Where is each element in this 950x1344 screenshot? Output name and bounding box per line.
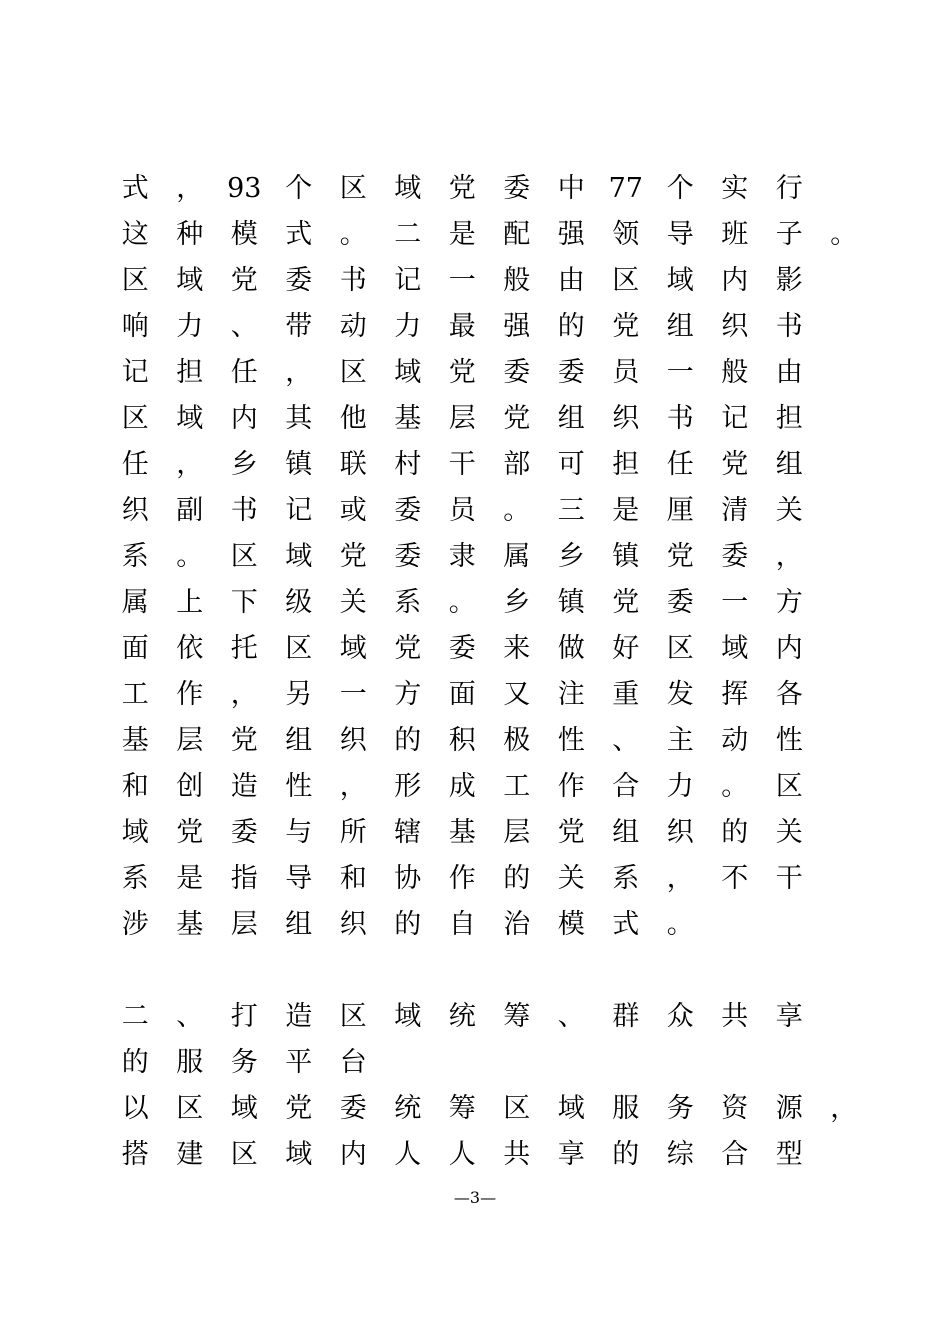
glyph: 一 bbox=[448, 265, 476, 296]
glyph: 党 bbox=[503, 403, 531, 434]
glyph: 厘 bbox=[666, 495, 694, 526]
glyph: 镇 bbox=[557, 587, 585, 618]
glyph: 辖 bbox=[394, 817, 422, 848]
glyph: 影 bbox=[775, 265, 803, 296]
glyph: 清 bbox=[721, 495, 749, 526]
glyph: 党 bbox=[557, 817, 585, 848]
glyph: 式 bbox=[612, 909, 640, 940]
glyph: 区 bbox=[230, 541, 258, 572]
glyph: 隶 bbox=[448, 541, 476, 572]
text-line bbox=[108, 350, 868, 396]
glyph: 或 bbox=[339, 495, 367, 526]
glyph: 、 bbox=[176, 1001, 204, 1032]
glyph: 域 bbox=[666, 265, 694, 296]
glyph: 域 bbox=[176, 403, 204, 434]
glyph: 级 bbox=[285, 587, 313, 618]
glyph: 组 bbox=[285, 725, 313, 756]
glyph: 统 bbox=[394, 1093, 422, 1124]
glyph: 委 bbox=[503, 173, 531, 204]
glyph: 记 bbox=[721, 403, 749, 434]
glyph: ， bbox=[830, 1093, 858, 1124]
glyph: 型 bbox=[775, 1139, 803, 1170]
glyph: 部 bbox=[503, 449, 531, 480]
glyph: 性 bbox=[285, 771, 313, 802]
glyph: 二 bbox=[394, 219, 422, 250]
glyph: 最 bbox=[448, 311, 476, 342]
glyph: 务 bbox=[230, 1047, 258, 1078]
glyph: 建 bbox=[176, 1139, 204, 1170]
section-heading bbox=[108, 994, 868, 1086]
glyph: 作 bbox=[557, 771, 585, 802]
glyph: 区 bbox=[612, 265, 640, 296]
glyph: 域 bbox=[557, 1093, 585, 1124]
glyph: 一 bbox=[721, 587, 749, 618]
glyph: 区 bbox=[666, 633, 694, 664]
glyph: 域 bbox=[394, 1001, 422, 1032]
glyph: 力 bbox=[176, 311, 204, 342]
glyph: 他 bbox=[339, 403, 367, 434]
body-text bbox=[108, 166, 868, 1178]
glyph: 形 bbox=[394, 771, 422, 802]
glyph: 内 bbox=[721, 265, 749, 296]
glyph: 党 bbox=[230, 265, 258, 296]
glyph: 协 bbox=[394, 863, 422, 894]
glyph: 党 bbox=[339, 541, 367, 572]
glyph: 系 bbox=[121, 541, 149, 572]
glyph: 担 bbox=[176, 357, 204, 388]
glyph: 人 bbox=[394, 1139, 422, 1170]
text-line bbox=[108, 258, 868, 304]
paragraph-gap bbox=[108, 948, 868, 994]
glyph: 。 bbox=[448, 587, 476, 618]
glyph: 域 bbox=[176, 265, 204, 296]
glyph: 员 bbox=[612, 357, 640, 388]
glyph: 关 bbox=[775, 495, 803, 526]
glyph: 关 bbox=[557, 863, 585, 894]
glyph: 层 bbox=[230, 909, 258, 940]
glyph: 是 bbox=[448, 219, 476, 250]
text-line bbox=[108, 1132, 868, 1178]
glyph: 区 bbox=[775, 771, 803, 802]
glyph: 挥 bbox=[721, 679, 749, 710]
glyph: 党 bbox=[448, 357, 476, 388]
glyph: 共 bbox=[503, 1139, 531, 1170]
glyph: 筹 bbox=[448, 1093, 476, 1124]
glyph: 上 bbox=[176, 587, 204, 618]
glyph: 二 bbox=[121, 1001, 149, 1032]
glyph: 组 bbox=[775, 449, 803, 480]
paragraph-2 bbox=[108, 1086, 868, 1178]
glyph: 区 bbox=[285, 633, 313, 664]
glyph: 乡 bbox=[557, 541, 585, 572]
glyph: 三 bbox=[557, 495, 585, 526]
paragraph-1 bbox=[108, 166, 868, 948]
glyph: 另 bbox=[285, 679, 313, 710]
glyph: 党 bbox=[612, 587, 640, 618]
glyph: 实 bbox=[721, 173, 749, 204]
glyph: 域 bbox=[394, 357, 422, 388]
glyph: 域 bbox=[230, 1093, 258, 1124]
glyph: 织 bbox=[666, 817, 694, 848]
glyph: ， bbox=[176, 449, 204, 480]
glyph: 任 bbox=[230, 357, 258, 388]
glyph: 系 bbox=[612, 863, 640, 894]
glyph: 层 bbox=[448, 403, 476, 434]
glyph: 域 bbox=[285, 1139, 313, 1170]
glyph: 享 bbox=[557, 1139, 585, 1170]
glyph: 系 bbox=[394, 587, 422, 618]
glyph: 记 bbox=[121, 357, 149, 388]
glyph: 担 bbox=[612, 449, 640, 480]
glyph: 模 bbox=[230, 219, 258, 250]
glyph: 委 bbox=[666, 587, 694, 618]
glyph: 行 bbox=[775, 173, 803, 204]
glyph: 委 bbox=[503, 357, 531, 388]
text-line bbox=[108, 442, 868, 488]
glyph: 响 bbox=[121, 311, 149, 342]
glyph: 力 bbox=[666, 771, 694, 802]
glyph: 。 bbox=[721, 771, 749, 802]
glyph: 其 bbox=[285, 403, 313, 434]
glyph: 书 bbox=[230, 495, 258, 526]
glyph: 干 bbox=[448, 449, 476, 480]
glyph: 域 bbox=[285, 541, 313, 572]
glyph: 层 bbox=[176, 725, 204, 756]
glyph: 。 bbox=[176, 541, 204, 572]
glyph: 个 bbox=[285, 173, 313, 204]
page-number: —3— bbox=[453, 1188, 497, 1207]
glyph: 配 bbox=[503, 219, 531, 250]
glyph: 共 bbox=[721, 1001, 749, 1032]
glyph: 层 bbox=[503, 817, 531, 848]
glyph: 自 bbox=[448, 909, 476, 940]
glyph: ， bbox=[775, 541, 803, 572]
glyph: 镇 bbox=[285, 449, 313, 480]
glyph: 方 bbox=[775, 587, 803, 618]
glyph: 村 bbox=[394, 449, 422, 480]
glyph: 、 bbox=[557, 1001, 585, 1032]
glyph: 委 bbox=[394, 541, 422, 572]
glyph: 强 bbox=[503, 311, 531, 342]
glyph: 委 bbox=[285, 265, 313, 296]
glyph: 党 bbox=[721, 449, 749, 480]
glyph: 委 bbox=[557, 357, 585, 388]
glyph: 子 bbox=[775, 219, 803, 250]
glyph: ， bbox=[666, 863, 694, 894]
glyph: 造 bbox=[230, 771, 258, 802]
glyph: 不 bbox=[721, 863, 749, 894]
text-line bbox=[108, 534, 868, 580]
glyph: 党 bbox=[176, 817, 204, 848]
glyph: 区 bbox=[339, 357, 367, 388]
glyph: 党 bbox=[666, 541, 694, 572]
glyph: 源 bbox=[775, 1093, 803, 1124]
glyph: 内 bbox=[339, 1139, 367, 1170]
glyph: 享 bbox=[775, 1001, 803, 1032]
glyph: 统 bbox=[448, 1001, 476, 1032]
glyph: 重 bbox=[612, 679, 640, 710]
glyph: 依 bbox=[176, 633, 204, 664]
text-line bbox=[108, 856, 868, 902]
text-line bbox=[108, 396, 868, 442]
glyph: 各 bbox=[775, 679, 803, 710]
glyph: 织 bbox=[339, 725, 367, 756]
glyph: 域 bbox=[339, 633, 367, 664]
glyph: 性 bbox=[775, 725, 803, 756]
glyph: 以 bbox=[121, 1093, 149, 1124]
glyph: 基 bbox=[448, 817, 476, 848]
glyph: 式 bbox=[121, 173, 149, 204]
glyph: 党 bbox=[612, 311, 640, 342]
glyph: 般 bbox=[721, 357, 749, 388]
glyph: 资 bbox=[721, 1093, 749, 1124]
glyph: ， bbox=[285, 357, 313, 388]
glyph: ， bbox=[230, 679, 258, 710]
glyph: 可 bbox=[557, 449, 585, 480]
glyph: 内 bbox=[775, 633, 803, 664]
glyph: 区 bbox=[230, 1139, 258, 1170]
glyph: 台 bbox=[339, 1047, 367, 1078]
text-line bbox=[108, 212, 868, 258]
glyph: 镇 bbox=[612, 541, 640, 572]
glyph: 人 bbox=[448, 1139, 476, 1170]
glyph: 属 bbox=[503, 541, 531, 572]
glyph: 书 bbox=[339, 265, 367, 296]
glyph: 的 bbox=[394, 909, 422, 940]
glyph: 面 bbox=[121, 633, 149, 664]
glyph: 的 bbox=[557, 311, 585, 342]
glyph: 所 bbox=[339, 817, 367, 848]
glyph: 是 bbox=[612, 495, 640, 526]
glyph: 与 bbox=[285, 817, 313, 848]
glyph: 担 bbox=[775, 403, 803, 434]
glyph: 联 bbox=[339, 449, 367, 480]
glyph: 党 bbox=[230, 725, 258, 756]
text-line bbox=[108, 902, 868, 948]
glyph: 的 bbox=[503, 863, 531, 894]
glyph: 党 bbox=[394, 633, 422, 664]
glyph: 区 bbox=[503, 1093, 531, 1124]
text-line bbox=[108, 672, 868, 718]
glyph: 成 bbox=[448, 771, 476, 802]
glyph: 中 bbox=[557, 173, 585, 204]
glyph: 的 bbox=[394, 725, 422, 756]
glyph: 党 bbox=[285, 1093, 313, 1124]
glyph: 动 bbox=[721, 725, 749, 756]
heading-line bbox=[108, 1040, 868, 1086]
glyph: ， bbox=[176, 173, 204, 204]
glyph: 方 bbox=[394, 679, 422, 710]
glyph: 搭 bbox=[121, 1139, 149, 1170]
glyph: 委 bbox=[339, 1093, 367, 1124]
glyph: 委 bbox=[448, 633, 476, 664]
text-line bbox=[108, 580, 868, 626]
glyph: 合 bbox=[721, 1139, 749, 1170]
glyph: 。 bbox=[503, 495, 531, 526]
text-line bbox=[108, 304, 868, 350]
glyph: 工 bbox=[121, 679, 149, 710]
glyph: 创 bbox=[176, 771, 204, 802]
text-line bbox=[108, 166, 868, 212]
glyph: 委 bbox=[721, 541, 749, 572]
glyph: 内 bbox=[230, 403, 258, 434]
glyph: 基 bbox=[121, 725, 149, 756]
glyph: 又 bbox=[503, 679, 531, 710]
text-line bbox=[108, 764, 868, 810]
glyph: 基 bbox=[176, 909, 204, 940]
glyph: 模 bbox=[557, 909, 585, 940]
glyph: 打 bbox=[230, 1001, 258, 1032]
glyph: 的 bbox=[721, 817, 749, 848]
glyph: 强 bbox=[557, 219, 585, 250]
glyph: 种 bbox=[176, 219, 204, 250]
glyph: 委 bbox=[230, 817, 258, 848]
glyph: 般 bbox=[503, 265, 531, 296]
glyph: 域 bbox=[121, 817, 149, 848]
glyph: 基 bbox=[394, 403, 422, 434]
glyph: 好 bbox=[612, 633, 640, 664]
glyph: 导 bbox=[666, 219, 694, 250]
glyph: 干 bbox=[775, 863, 803, 894]
glyph: 作 bbox=[448, 863, 476, 894]
glyph: 平 bbox=[285, 1047, 313, 1078]
glyph: 一 bbox=[666, 357, 694, 388]
glyph: 区 bbox=[339, 1001, 367, 1032]
glyph: 乡 bbox=[230, 449, 258, 480]
text-line bbox=[108, 1086, 868, 1132]
glyph: 群 bbox=[612, 1001, 640, 1032]
glyph: 93 bbox=[227, 173, 262, 204]
glyph: 书 bbox=[775, 311, 803, 342]
glyph: 组 bbox=[557, 403, 585, 434]
glyph: 个 bbox=[666, 173, 694, 204]
glyph: 是 bbox=[176, 863, 204, 894]
glyph: 综 bbox=[666, 1139, 694, 1170]
glyph: 服 bbox=[176, 1047, 204, 1078]
text-line bbox=[108, 810, 868, 856]
text-line bbox=[108, 718, 868, 764]
glyph: 属 bbox=[121, 587, 149, 618]
glyph: 域 bbox=[394, 173, 422, 204]
glyph: 筹 bbox=[503, 1001, 531, 1032]
glyph: 书 bbox=[666, 403, 694, 434]
glyph: 作 bbox=[176, 679, 204, 710]
glyph: 合 bbox=[612, 771, 640, 802]
glyph: 和 bbox=[121, 771, 149, 802]
glyph: 、 bbox=[230, 311, 258, 342]
glyph: 77 bbox=[608, 173, 643, 204]
glyph: 、 bbox=[612, 725, 640, 756]
glyph: 区 bbox=[121, 403, 149, 434]
glyph: 组 bbox=[612, 817, 640, 848]
glyph: 由 bbox=[775, 357, 803, 388]
glyph: 注 bbox=[557, 679, 585, 710]
glyph: 由 bbox=[557, 265, 585, 296]
glyph: 式 bbox=[285, 219, 313, 250]
glyph: 党 bbox=[448, 173, 476, 204]
glyph: 和 bbox=[339, 863, 367, 894]
glyph: 织 bbox=[121, 495, 149, 526]
glyph: 委 bbox=[394, 495, 422, 526]
glyph: 副 bbox=[176, 495, 204, 526]
glyph: 积 bbox=[448, 725, 476, 756]
glyph: 组 bbox=[666, 311, 694, 342]
glyph: 主 bbox=[666, 725, 694, 756]
glyph: 组 bbox=[285, 909, 313, 940]
glyph: 性 bbox=[557, 725, 585, 756]
glyph: 一 bbox=[339, 679, 367, 710]
glyph: 导 bbox=[285, 863, 313, 894]
glyph: 班 bbox=[721, 219, 749, 250]
glyph: 。 bbox=[339, 219, 367, 250]
glyph: 动 bbox=[339, 311, 367, 342]
glyph: 。 bbox=[830, 219, 858, 250]
glyph: 关 bbox=[339, 587, 367, 618]
glyph: 务 bbox=[666, 1093, 694, 1124]
text-line bbox=[108, 488, 868, 534]
glyph: 服 bbox=[612, 1093, 640, 1124]
glyph: 发 bbox=[666, 679, 694, 710]
glyph: 任 bbox=[666, 449, 694, 480]
glyph: 记 bbox=[285, 495, 313, 526]
glyph: 。 bbox=[666, 909, 694, 940]
glyph: 织 bbox=[612, 403, 640, 434]
glyph: 下 bbox=[230, 587, 258, 618]
glyph: 系 bbox=[121, 863, 149, 894]
glyph: 托 bbox=[230, 633, 258, 664]
heading-line bbox=[108, 994, 868, 1040]
text-line bbox=[108, 626, 868, 672]
glyph: 工 bbox=[503, 771, 531, 802]
glyph: 面 bbox=[448, 679, 476, 710]
glyph: 记 bbox=[394, 265, 422, 296]
glyph: 区 bbox=[176, 1093, 204, 1124]
glyph: 指 bbox=[230, 863, 258, 894]
glyph: 织 bbox=[339, 909, 367, 940]
glyph: 带 bbox=[285, 311, 313, 342]
glyph: 来 bbox=[503, 633, 531, 664]
glyph: 造 bbox=[285, 1001, 313, 1032]
glyph: 域 bbox=[721, 633, 749, 664]
glyph: 任 bbox=[121, 449, 149, 480]
glyph: 的 bbox=[121, 1047, 149, 1078]
glyph: 涉 bbox=[121, 909, 149, 940]
glyph: ， bbox=[339, 771, 367, 802]
glyph: 众 bbox=[666, 1001, 694, 1032]
glyph: 乡 bbox=[503, 587, 531, 618]
glyph: 区 bbox=[339, 173, 367, 204]
glyph: 治 bbox=[503, 909, 531, 940]
glyph: 这 bbox=[121, 219, 149, 250]
glyph: 力 bbox=[394, 311, 422, 342]
glyph: 做 bbox=[557, 633, 585, 664]
glyph: 员 bbox=[448, 495, 476, 526]
glyph: 区 bbox=[121, 265, 149, 296]
glyph: 的 bbox=[612, 1139, 640, 1170]
glyph: 领 bbox=[612, 219, 640, 250]
glyph: 织 bbox=[721, 311, 749, 342]
glyph: 关 bbox=[775, 817, 803, 848]
glyph: 极 bbox=[503, 725, 531, 756]
